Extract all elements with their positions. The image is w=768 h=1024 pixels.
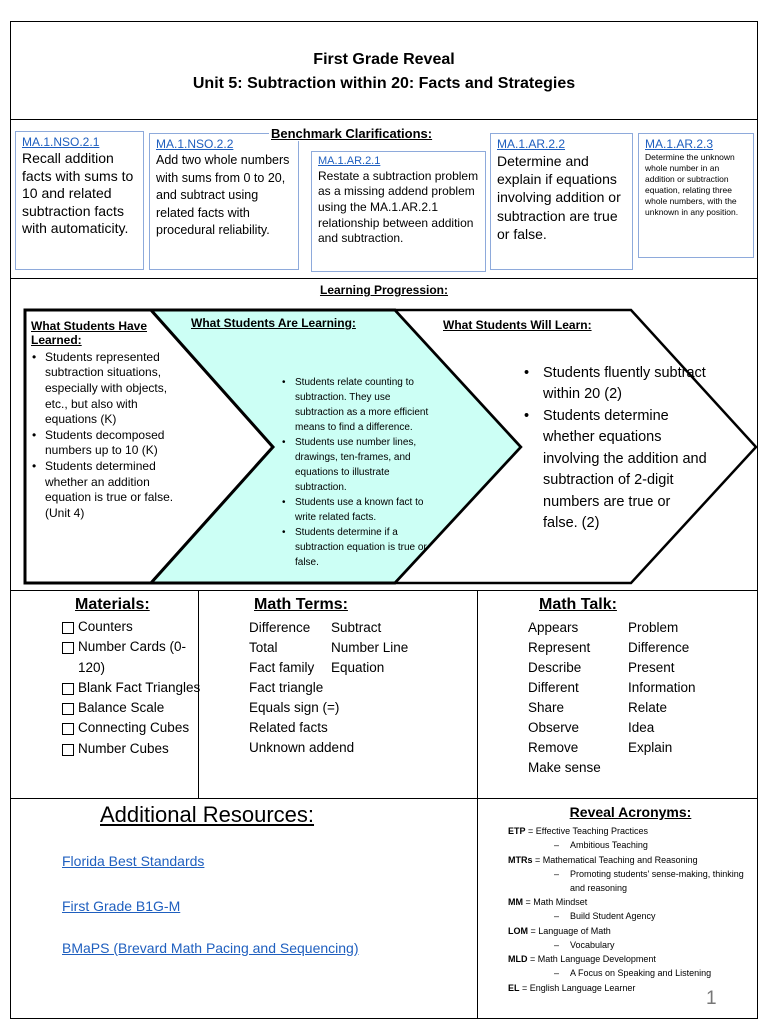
benchmark-card	[490, 133, 633, 270]
document-page	[10, 21, 758, 1019]
term: Unknown addend	[249, 739, 355, 755]
acronym-entry: EL = English Language Learner	[508, 982, 636, 993]
talk-word: Information	[628, 679, 696, 695]
talk-word: Appears	[528, 620, 579, 635]
term: Fact triangle	[249, 679, 324, 695]
list-item: • Students fluently subtract within 20 (2)	[523, 363, 708, 406]
checkbox-item[interactable]: Connecting Cubes	[61, 718, 201, 738]
acronym-sub: – Promoting students' sense-making, thinking and reasoning	[508, 867, 753, 895]
list-item: • Students decomposed numbers up to 10 (K)	[31, 428, 181, 459]
checkbox-item[interactable]: Counters	[61, 617, 201, 637]
talk-word: Make sense	[528, 759, 601, 775]
list-item: • Students use number lines, drawings, ten-frames, and equations to illustrate subtraction.	[281, 435, 431, 495]
acronym-sub: – Build Student Agency	[508, 909, 753, 923]
benchmark-code-link[interactable]: MA.1.AR.2.2	[497, 137, 566, 151]
list-item: • Students relate counting to subtraction. They use subtraction as a more efficient means to find a difference.	[281, 375, 431, 435]
acronyms-panel	[508, 801, 753, 995]
progression-title: Learning Progression:	[319, 283, 449, 297]
resource-link[interactable]: Florida Best Standards	[62, 853, 205, 869]
talk-word: Observe	[528, 719, 580, 735]
learning-heading-wrap	[191, 316, 391, 330]
benchmark-code-link[interactable]: MA.1.AR.2.3	[645, 137, 714, 151]
math-talk-list	[528, 618, 696, 778]
acronym-entry: LOM = Language of Math	[508, 925, 611, 936]
benchmark-description: Determine and explain if equations involving addition or subtraction are true or false.	[497, 153, 621, 242]
list-item: • Students determined whether an addition equation is true or false. (Unit 4)	[31, 459, 181, 521]
benchmark-description: Recall addition facts with sums to 10 and related subtraction facts with automaticity.	[22, 150, 134, 236]
math-talk-heading: Math Talk:	[539, 596, 617, 613]
learning-column	[281, 375, 431, 570]
learned-column	[31, 319, 181, 521]
acronym-sub: – Vocabulary	[508, 938, 753, 952]
materials-list	[61, 617, 201, 759]
learning-heading: What Students Are Learning:	[191, 316, 356, 330]
will-learn-column	[523, 363, 708, 535]
math-terms-list	[249, 618, 408, 758]
benchmark-section	[11, 120, 757, 279]
term: Difference	[249, 620, 311, 635]
benchmark-title: Benchmark Clarifications:	[271, 126, 433, 141]
talk-word: Relate	[628, 699, 668, 715]
resources-section	[11, 799, 757, 1018]
will-learn-heading-wrap	[443, 318, 643, 332]
acronym-sub: – Ambitious Teaching	[508, 838, 753, 852]
talk-word: Remove	[528, 739, 579, 755]
header	[11, 22, 757, 120]
page-subtitle: Unit 5: Subtraction within 20: Facts and Strategies	[192, 75, 576, 92]
page-number: 1	[706, 988, 717, 1009]
benchmark-card	[15, 131, 144, 270]
page-title: First Grade Reveal	[313, 51, 455, 68]
talk-word: Describe	[528, 659, 582, 675]
acronym-entry: ETP = Effective Teaching Practices	[508, 826, 648, 837]
list-item: • Students use a known fact to write related facts.	[281, 495, 431, 525]
materials-heading: Materials:	[75, 596, 150, 613]
talk-word: Represent	[528, 639, 591, 655]
acronym-entry: MLD = Math Language Development	[508, 954, 656, 965]
talk-word: Different	[528, 679, 579, 695]
term: Equation	[331, 659, 385, 675]
term: Subtract	[331, 620, 382, 635]
acronym-entry: MTRs = Mathematical Teaching and Reasoning	[508, 854, 698, 865]
benchmark-code-link[interactable]: MA.1.NSO.2.1	[22, 135, 100, 149]
divider	[477, 591, 478, 798]
checkbox-item[interactable]: Number Cards (0-120)	[61, 637, 201, 678]
checkbox-item[interactable]: Balance Scale	[61, 698, 201, 718]
benchmark-description: Add two whole numbers with sums from 0 to 20, and subtract using related facts with procedural reliability.	[156, 153, 290, 237]
acronym-entry: MM = Math Mindset	[508, 897, 588, 908]
term: Number Line	[331, 639, 409, 655]
learned-heading: What Students Have Learned:	[31, 319, 148, 348]
acronym-sub: – A Focus on Speaking and Listening	[508, 966, 753, 980]
will-learn-heading: What Students Will Learn:	[443, 318, 592, 332]
talk-word: Present	[628, 659, 675, 675]
divider	[477, 799, 478, 1018]
term: Total	[249, 639, 278, 655]
checkbox-item[interactable]: Number Cubes	[61, 739, 201, 759]
benchmark-card	[638, 133, 754, 258]
talk-word: Problem	[628, 620, 679, 635]
benchmark-card	[311, 151, 486, 272]
benchmark-code-link[interactable]: MA.1.NSO.2.2	[156, 137, 234, 151]
list-item: • Students represented subtraction situations, especially with objects, etc., but also with equations (K)	[31, 350, 181, 428]
talk-word: Idea	[628, 719, 655, 735]
list-item: • Students determine if a subtraction equation is true or false.	[281, 525, 431, 570]
term: Equals sign (=)	[249, 699, 340, 715]
benchmark-description: Restate a subtraction problem as a missing addend problem using the MA.1.AR.2.1 relationship between addition and subtraction.	[318, 168, 479, 246]
resource-link[interactable]: BMaPS (Brevard Math Pacing and Sequencing)	[62, 940, 359, 956]
term: Fact family	[249, 659, 315, 675]
talk-word: Difference	[628, 639, 690, 655]
list-item: • Students determine whether equations involving the addition and subtraction of 2-digit numbers are true or false. (2)	[523, 406, 708, 535]
term: Related facts	[249, 719, 328, 735]
resources-heading: Additional Resources:	[100, 802, 315, 827]
learning-progression-section	[11, 279, 757, 591]
talk-word: Explain	[628, 739, 673, 755]
vocabulary-section	[11, 591, 757, 799]
checkbox-item[interactable]: Blank Fact Triangles	[61, 678, 201, 698]
benchmark-description: Determine the unknown whole number in an addition or subtraction equation, relating three whole numbers, with the unknown in any position.	[645, 152, 739, 218]
resource-link[interactable]: First Grade B1G-M	[62, 898, 181, 914]
benchmark-card	[149, 133, 299, 270]
talk-word: Share	[528, 699, 565, 715]
benchmark-code-link[interactable]: MA.1.AR.2.1	[318, 155, 381, 167]
acronyms-heading: Reveal Acronyms:	[569, 804, 692, 820]
math-terms-heading: Math Terms:	[254, 596, 348, 613]
